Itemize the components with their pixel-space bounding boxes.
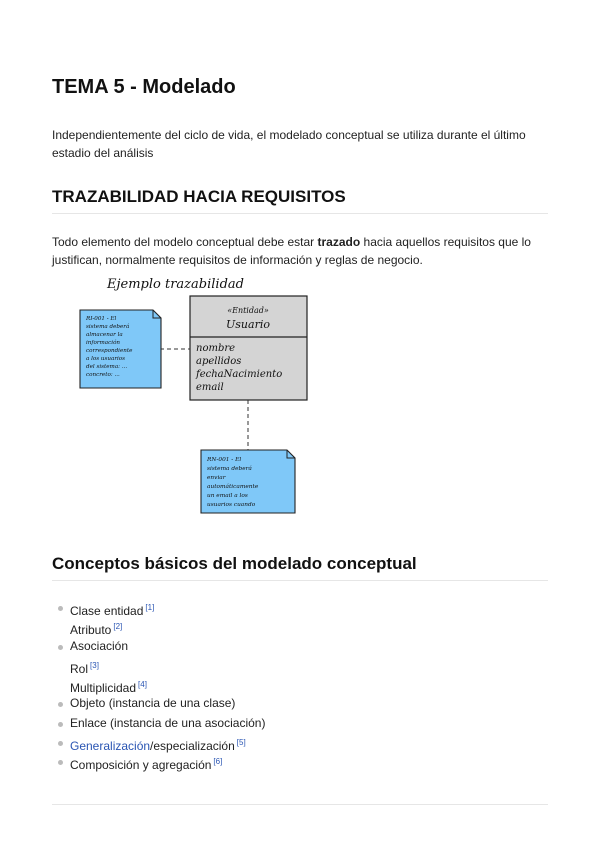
requirement-note-2 xyxy=(201,450,295,513)
reference-link[interactable]: [3] xyxy=(90,660,99,670)
list-item-text: /especialización xyxy=(150,739,235,754)
concepts-list xyxy=(56,598,265,772)
list-item-text: Composición y agregación xyxy=(70,758,212,773)
list-item xyxy=(56,752,265,771)
list-item xyxy=(56,694,265,713)
list-item xyxy=(56,598,265,617)
page-title: TEMA 5 - Modelado xyxy=(52,76,236,98)
list-item xyxy=(56,714,265,733)
reference-link[interactable]: [4] xyxy=(138,680,147,690)
entity-attribute: email xyxy=(196,382,224,393)
para-text-before: Todo elemento del modelo conceptual debe estar xyxy=(52,235,318,249)
para-bold-trazado: trazado xyxy=(317,235,361,249)
requirement-note-1 xyxy=(80,310,161,388)
list-item xyxy=(56,733,265,752)
note1-line: correspondiente xyxy=(86,348,133,354)
footer-divider xyxy=(52,804,548,805)
note2-line: usuarios cuando xyxy=(207,502,256,508)
section-heading-trazabilidad: TRAZABILIDAD HACIA REQUISITOS xyxy=(52,187,346,206)
note1-line: almacenar la xyxy=(86,332,123,338)
entity-attribute: apellidos xyxy=(196,356,242,367)
note2-line: automáticamente xyxy=(207,484,259,490)
para-text-after: hacia aquellos requisitos que lo justifican, normalmente requisitos de información y reglas de negocio. xyxy=(52,235,531,267)
bullet-icon xyxy=(58,760,63,765)
bullet-icon xyxy=(58,645,63,650)
note1-line: a los usuarios xyxy=(86,356,126,362)
section-divider xyxy=(52,580,548,581)
entity-name: Usuario xyxy=(226,318,270,331)
note1-line: sistema deberá xyxy=(86,324,130,330)
entity-attribute: fechaNacimiento xyxy=(196,369,283,380)
note2-line: enviar xyxy=(207,475,226,481)
list-item xyxy=(56,617,265,636)
list-item xyxy=(56,656,265,675)
section-heading-conceptos: Conceptos básicos del modelado conceptual xyxy=(52,554,417,573)
entity-class-box xyxy=(190,296,307,400)
section-divider xyxy=(52,213,548,214)
traceability-diagram xyxy=(0,270,600,530)
list-item-text: Asociación xyxy=(70,638,129,653)
reference-link[interactable]: [6] xyxy=(213,757,223,767)
reference-link[interactable]: [2] xyxy=(113,622,123,632)
list-item-text: Clase entidad xyxy=(70,604,144,618)
diagram-title: Ejemplo trazabilidad xyxy=(107,277,244,292)
trazabilidad-paragraph xyxy=(52,233,548,269)
list-item xyxy=(56,675,265,694)
entity-stereotype: «Entidad» xyxy=(227,306,269,315)
note2-line: un email a los xyxy=(207,493,248,499)
list-item xyxy=(56,637,265,656)
bullet-icon xyxy=(58,702,63,707)
bullet-icon xyxy=(58,722,63,727)
entity-attribute: nombre xyxy=(196,343,236,354)
list-item-text: Multiplicidad xyxy=(70,681,137,696)
list-item-text: Objeto (instancia de una clase) xyxy=(70,696,236,711)
list-item-text: Rol xyxy=(70,661,89,676)
bullet-icon xyxy=(58,606,63,611)
reference-link[interactable]: [5] xyxy=(236,738,246,748)
note1-line: RI-001 - El xyxy=(86,316,117,322)
list-item-text: Enlace (instancia de una asociación) xyxy=(70,715,266,730)
reference-link[interactable]: [1] xyxy=(145,603,155,612)
list-item-text: Atributo xyxy=(70,623,112,638)
note1-line: del sistema: ... xyxy=(86,364,128,370)
note2-line: RN-001 - El xyxy=(207,457,242,463)
note1-line: concreto: ... xyxy=(86,372,120,378)
bullet-icon xyxy=(58,741,63,746)
generalizacion-link[interactable]: Generalización xyxy=(70,739,151,754)
note1-line: información xyxy=(86,340,121,346)
intro-paragraph: Independientemente del ciclo de vida, el modelado conceptual se utiliza durante el último estadio del análisis xyxy=(52,128,526,160)
note2-line: sistema deberá xyxy=(207,466,252,472)
